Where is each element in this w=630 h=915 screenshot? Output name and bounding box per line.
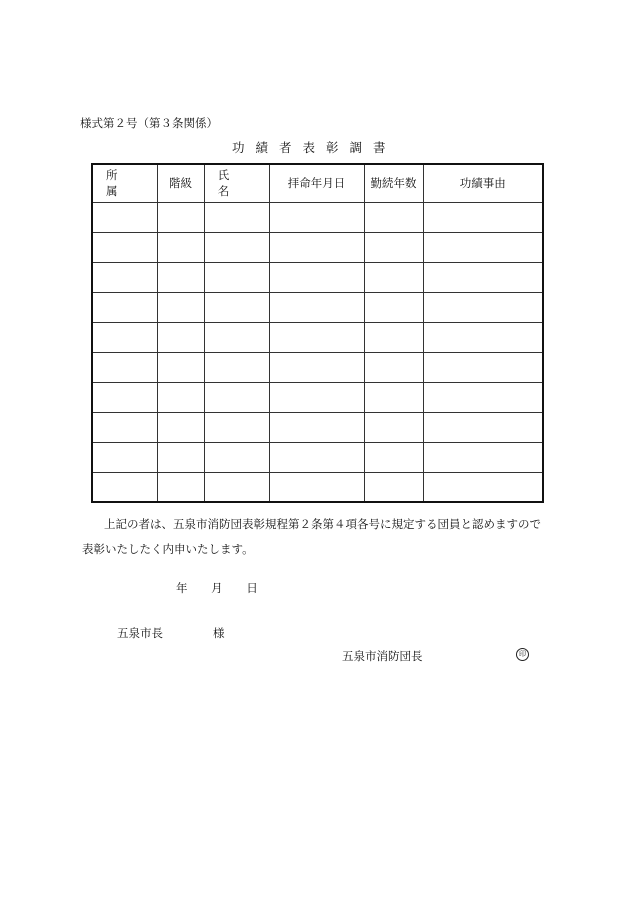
table-cell[interactable] — [423, 382, 543, 412]
header-years-of-service: 勤続年数 — [364, 164, 423, 202]
table-cell[interactable] — [157, 382, 204, 412]
table-cell[interactable] — [364, 292, 423, 322]
table-cell[interactable] — [269, 352, 364, 382]
table-cell[interactable] — [269, 442, 364, 472]
table-cell[interactable] — [92, 202, 157, 232]
table-row — [92, 262, 543, 292]
table-cell[interactable] — [157, 352, 204, 382]
table-cell[interactable] — [269, 232, 364, 262]
table-cell[interactable] — [423, 472, 543, 502]
table-cell[interactable] — [157, 472, 204, 502]
header-affiliation: 所属 — [92, 164, 157, 202]
table-cell[interactable] — [157, 442, 204, 472]
table-cell[interactable] — [157, 262, 204, 292]
table-cell[interactable] — [364, 472, 423, 502]
addressee-name: 五泉市長 — [117, 626, 163, 640]
table-cell[interactable] — [92, 232, 157, 262]
table-row — [92, 412, 543, 442]
table-cell[interactable] — [157, 292, 204, 322]
table-cell[interactable] — [364, 202, 423, 232]
header-appointment-date: 拝命年月日 — [269, 164, 364, 202]
table-cell[interactable] — [269, 292, 364, 322]
table-cell[interactable] — [204, 292, 269, 322]
table-cell[interactable] — [204, 352, 269, 382]
table-cell[interactable] — [423, 232, 543, 262]
table-cell[interactable] — [204, 412, 269, 442]
statement-line-1: 上記の者は、五泉市消防団表彰規程第２条第４項各号に規定する団員と認めますので — [104, 517, 541, 531]
table-cell[interactable] — [269, 472, 364, 502]
table-row — [92, 472, 543, 502]
table-cell[interactable] — [364, 382, 423, 412]
table-cell[interactable] — [157, 232, 204, 262]
addressee-line — [117, 625, 225, 641]
form-number: 様式第２号（第３条関係） — [80, 116, 218, 130]
table-cell[interactable] — [364, 232, 423, 262]
table-cell[interactable] — [157, 322, 204, 352]
table-cell[interactable] — [423, 352, 543, 382]
table-cell[interactable] — [423, 292, 543, 322]
award-table — [91, 163, 544, 503]
table-cell[interactable] — [423, 412, 543, 442]
table-cell[interactable] — [92, 382, 157, 412]
table-row — [92, 322, 543, 352]
table-cell[interactable] — [423, 262, 543, 292]
table-cell[interactable] — [157, 202, 204, 232]
table-cell[interactable] — [364, 412, 423, 442]
table-cell[interactable] — [204, 382, 269, 412]
statement-text — [82, 512, 562, 562]
date-day: 日 — [246, 581, 258, 595]
table-cell[interactable] — [92, 262, 157, 292]
table-cell[interactable] — [423, 322, 543, 352]
table-cell[interactable] — [269, 322, 364, 352]
table-cell[interactable] — [204, 262, 269, 292]
table-cell[interactable] — [92, 322, 157, 352]
table-cell[interactable] — [92, 352, 157, 382]
table-cell[interactable] — [423, 202, 543, 232]
table-cell[interactable] — [204, 322, 269, 352]
table-cell[interactable] — [364, 322, 423, 352]
statement-line-2: 表彰いたしたく内申いたします。 — [82, 542, 254, 556]
table-cell[interactable] — [269, 382, 364, 412]
table-cell[interactable] — [364, 352, 423, 382]
header-rank: 階級 — [157, 164, 204, 202]
table-cell[interactable] — [364, 442, 423, 472]
document-title: 功績者表彰調書 — [232, 140, 397, 155]
table-row — [92, 202, 543, 232]
table-cell[interactable] — [269, 412, 364, 442]
date-month: 月 — [211, 581, 223, 595]
header-name: 氏名 — [204, 164, 269, 202]
sender-name: 五泉市消防団長 — [342, 649, 423, 663]
table-row — [92, 382, 543, 412]
table-cell[interactable] — [269, 202, 364, 232]
table-cell[interactable] — [364, 262, 423, 292]
table-cell[interactable] — [423, 442, 543, 472]
table-cell[interactable] — [92, 412, 157, 442]
table-cell[interactable] — [204, 202, 269, 232]
date-line — [176, 580, 278, 596]
table-cell[interactable] — [157, 412, 204, 442]
table-cell[interactable] — [92, 472, 157, 502]
table-cell[interactable] — [204, 232, 269, 262]
table-row — [92, 232, 543, 262]
table-cell[interactable] — [269, 262, 364, 292]
table-cell[interactable] — [204, 472, 269, 502]
table-cell[interactable] — [92, 442, 157, 472]
table-cell[interactable] — [92, 292, 157, 322]
addressee-honorific: 様 — [213, 626, 225, 640]
table-cell[interactable] — [204, 442, 269, 472]
table-row — [92, 442, 543, 472]
table-row — [92, 352, 543, 382]
table-row — [92, 292, 543, 322]
seal-icon: 印 — [516, 648, 529, 661]
date-year: 年 — [176, 581, 188, 595]
header-merit-reason: 功績事由 — [423, 164, 543, 202]
table-header-row — [92, 164, 543, 202]
